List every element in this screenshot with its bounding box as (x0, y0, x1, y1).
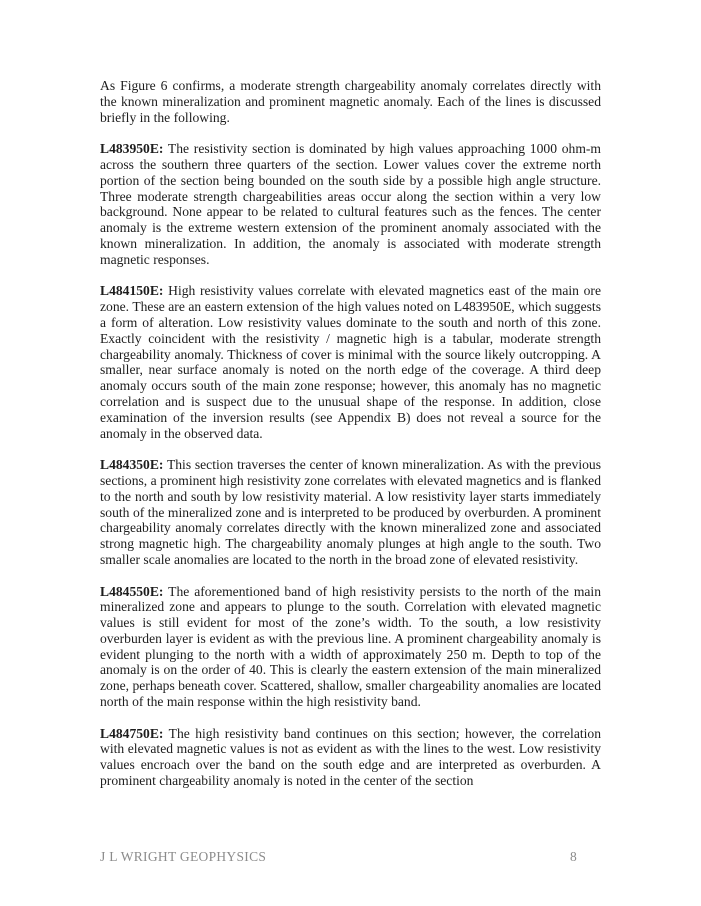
section-paragraph-l484750e (100, 726, 601, 789)
section-text-l484350e: This section traverses the center of known mineralization. As with the previous sections, a prominent high resistivity zone correlates with elevated magnetics and is flanked to the north and south by low resistivity material. A low resistivity layer starts immediately south of the mineralized zone and is interpreted to be produced by overburden. A prominent chargeability anomaly correlates directly with the known mineralized zone and associated strong magnetic high. The chargeability anomaly plunges at high angle to the south. Two smaller scale anomalies are located to the north in the broad zone of elevated resistivity. (100, 457, 601, 567)
section-paragraph-l484550e (100, 584, 601, 710)
section-text-l484550e: The aforementioned band of high resistivity persists to the north of the main mineralized zone and appears to plunge to the south. Correlation with elevated magnetic values is still evident for most of the zone’s width. To the south, a low resistivity overburden layer is evident as with the previous line. A prominent chargeability anomaly is evident plunging to the north with a width of approximately 250 m. Depth to top of the anomaly is on the order of 40. This is clearly the eastern extension of the main mineralized zone, perhaps beneath cover. Scattered, shallow, smaller chargeability anomalies are located north of the main response within the high resistivity band. (100, 583, 601, 710)
line-label-l484150e: L484150E: (100, 283, 164, 299)
line-label-l484350e: L484350E: (100, 457, 164, 473)
section-text-l484150e: High resistivity values correlate with elevated magnetics east of the main ore zone. These are an eastern extension of the high values noted on L483950E, which suggests a form of alteration. Low resistivity values dominate to the south and north of this zone. Exactly coincident with the resistivity / magnetic high is a tabular, moderate strength chargeability anomaly. Thickness of cover is minimal with the source likely outcropping. A smaller, near surface anomaly is noted on the north edge of the coverage. A third deep anomaly occurs south of the main zone response; however, this anomaly has no magnetic correlation and is suspect due to the unusual shape of the response. In addition, close examination of the inversion results (see Appendix B) does not reveal a source for the anomaly in the observed data. (100, 283, 601, 441)
section-paragraph-l484150e (100, 283, 601, 441)
page-footer (100, 849, 577, 865)
intro-paragraph: As Figure 6 confirms, a moderate strength chargeability anomaly correlates directly with the known mineralization and prominent magnetic anomaly. Each of the lines is discussed briefly in the following. (100, 78, 601, 125)
section-paragraph-l483950e (100, 141, 601, 267)
line-label-l483950e: L483950E: (100, 141, 164, 157)
section-text-l484750e: The high resistivity band continues on this section; however, the correlation with elevated magnetic values is not as evident as with the lines to the west. Low resistivity values encroach over the band on the south edge and are interpreted as overburden. A prominent chargeability anomaly is noted in the center of the section (100, 725, 601, 789)
section-text-l483950e: The resistivity section is dominated by high values approaching 1000 ohm-m across the southern three quarters of the section. Lower values cover the extreme north portion of the section being bounded on the south side by a possible high angle structure. Three moderate strength chargeabilities areas occur along the section within a very low background. None appear to be related to cultural features such as the fences. The center anomaly is the extreme western extension of the prominent anomaly associated with the known mineralization. In addition, the anomaly is associated with moderate strength magnetic responses. (100, 141, 601, 267)
footer-company: J L WRIGHT GEOPHYSICS (100, 849, 267, 864)
line-label-l484550e: L484550E: (100, 583, 164, 599)
page-body (100, 78, 601, 789)
line-label-l484750e: L484750E: (100, 725, 164, 741)
footer-page-number: 8 (569, 849, 577, 864)
section-paragraph-l484350e (100, 457, 601, 568)
